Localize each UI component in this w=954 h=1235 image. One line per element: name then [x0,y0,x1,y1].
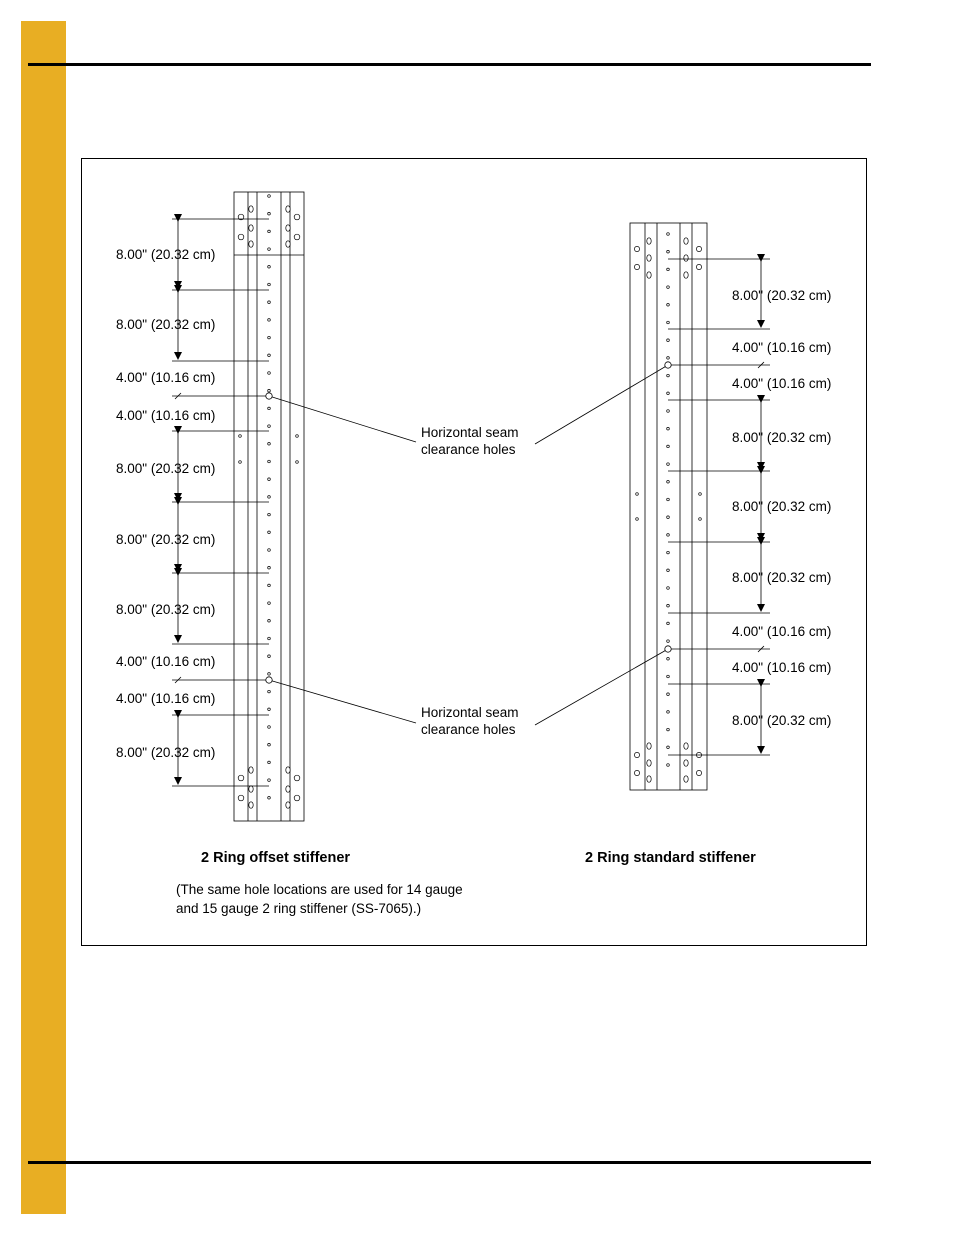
center-hole [667,534,670,537]
top-rule [28,63,871,66]
center-hole [268,425,271,428]
standard-dimension-label: 8.00" (20.32 cm) [732,570,832,585]
side-hole [636,493,639,496]
standard-dimension-label: 4.00" (10.16 cm) [732,660,832,675]
bolt-slot [684,272,688,278]
seam-callout-line2: clearance holes [421,442,516,457]
center-hole [268,779,271,782]
offset-stiffener [172,192,416,821]
bolt-hole [634,752,639,757]
center-hole [268,797,271,800]
center-hole [667,250,670,253]
center-hole [268,230,271,233]
center-hole [667,764,670,767]
center-hole [268,195,271,198]
center-hole [268,690,271,693]
center-hole [268,566,271,569]
center-hole [667,321,670,324]
offset-seam-clearance-hole [266,677,272,683]
bolt-slot [249,206,253,212]
center-hole [667,410,670,413]
bolt-slot [286,241,290,247]
center-hole [268,549,271,552]
side-color-bar [21,21,66,1214]
bolt-slot [647,272,651,278]
center-hole [667,304,670,307]
offset-dimension-label: 8.00" (20.32 cm) [116,461,216,476]
center-hole [667,604,670,607]
bolt-slot [647,238,651,244]
bolt-hole [294,234,300,240]
bolt-hole [634,770,639,775]
bolt-hole [696,246,701,251]
diagram-frame [81,158,867,946]
center-hole [667,445,670,448]
center-hole [268,478,271,481]
bolt-slot [684,760,688,766]
bolt-hole [294,795,300,801]
side-hole [699,518,702,521]
side-hole [636,518,639,521]
bolt-slot [286,767,290,773]
center-hole [667,746,670,749]
standard-dimension-label: 8.00" (20.32 cm) [732,499,832,514]
side-hole [699,493,702,496]
bolt-slot [286,786,290,792]
center-hole [667,339,670,342]
center-hole [667,268,670,271]
bottom-rule [28,1161,871,1164]
side-hole [296,435,299,438]
center-hole [268,531,271,534]
offset-dimension-label: 8.00" (20.32 cm) [116,532,216,547]
standard-hole-pattern [634,233,701,783]
center-hole [268,319,271,322]
center-hole [268,389,271,392]
bolt-slot [647,776,651,782]
bolt-slot [647,743,651,749]
bolt-hole [294,214,300,220]
center-hole [268,496,271,499]
standard-dimension-label: 8.00" (20.32 cm) [732,430,832,445]
center-hole [667,481,670,484]
bolt-slot [249,767,253,773]
center-hole [667,357,670,360]
offset-dimension-label: 8.00" (20.32 cm) [116,317,216,332]
bolt-slot [684,776,688,782]
center-hole [268,584,271,587]
center-hole [667,728,670,731]
center-hole [667,233,670,236]
bolt-slot [249,802,253,808]
center-hole [268,513,271,516]
standard-dimension-label: 8.00" (20.32 cm) [732,713,832,728]
seam-callout-line2: clearance holes [421,722,516,737]
center-hole [667,587,670,590]
center-hole [667,640,670,643]
standard-dimension-label: 8.00" (20.32 cm) [732,288,832,303]
center-hole [667,427,670,430]
center-hole [268,726,271,729]
center-hole [667,374,670,377]
offset-dimension-label: 8.00" (20.32 cm) [116,745,216,760]
bolt-slot [286,206,290,212]
offset-dimension-label: 4.00" (10.16 cm) [116,408,216,423]
center-hole [667,711,670,714]
bolt-slot [249,241,253,247]
center-hole [667,498,670,501]
seam-callout-line1: Horizontal seam [421,425,519,440]
bolt-slot [684,255,688,261]
bolt-slot [684,743,688,749]
standard-dimension-label: 4.00" (10.16 cm) [732,376,832,391]
center-hole [268,336,271,339]
bolt-hole [238,775,244,781]
center-hole [268,620,271,623]
bolt-hole [634,264,639,269]
standard-seam-clearance-hole [665,362,671,368]
center-hole [268,602,271,605]
center-hole [268,266,271,269]
standard-seam-leader-lower [535,649,668,725]
center-hole [268,212,271,215]
standard-dimension-label: 4.00" (10.16 cm) [732,624,832,639]
offset-seam-leader-lower [269,680,416,723]
offset-dimension-label: 4.00" (10.16 cm) [116,654,216,669]
side-hole [296,461,299,464]
bolt-slot [286,225,290,231]
bolt-slot [684,238,688,244]
side-hole [239,435,242,438]
center-hole [667,551,670,554]
center-hole [667,622,670,625]
offset-dimension-label: 4.00" (10.16 cm) [116,370,216,385]
stiffener-diagram [82,159,866,945]
bolt-hole [238,234,244,240]
center-hole [268,354,271,357]
center-hole [667,658,670,661]
bolt-hole [696,264,701,269]
offset-hole-pattern [238,195,300,809]
center-hole [268,407,271,410]
center-hole [268,283,271,286]
standard-dimension-label: 4.00" (10.16 cm) [732,340,832,355]
center-hole [268,761,271,764]
center-hole [268,673,271,676]
center-hole [268,248,271,251]
offset-note-line1: (The same hole locations are used for 14 gauge [176,882,463,897]
center-hole [268,743,271,746]
bolt-slot [286,802,290,808]
bolt-slot [647,760,651,766]
offset-stiffener-title: 2 Ring offset stiffener [201,850,351,866]
standard-stiffener-outline [630,223,707,790]
offset-dimension-label: 4.00" (10.16 cm) [116,691,216,706]
bolt-slot [647,255,651,261]
bolt-hole [238,795,244,801]
center-hole [667,463,670,466]
center-hole [268,708,271,711]
center-hole [667,286,670,289]
center-hole [268,443,271,446]
bolt-hole [634,246,639,251]
standard-stiffener-title: 2 Ring standard stiffener [585,850,756,866]
bolt-slot [249,786,253,792]
center-hole [268,637,271,640]
center-hole [268,301,271,304]
side-hole [239,461,242,464]
center-hole [667,675,670,678]
bolt-hole [294,775,300,781]
center-hole [667,693,670,696]
offset-note-line2: and 15 gauge 2 ring stiffener (SS-7065).) [176,901,422,916]
standard-seam-clearance-hole [665,646,671,652]
bolt-hole [696,770,701,775]
center-hole [667,569,670,572]
standard-seam-leader-upper [535,365,668,444]
bolt-slot [249,225,253,231]
offset-dimension-label: 8.00" (20.32 cm) [116,247,216,262]
center-hole [667,516,670,519]
offset-seam-leader-upper [269,396,416,442]
seam-callout-line1: Horizontal seam [421,705,519,720]
center-hole [268,372,271,375]
offset-dimension-label: 8.00" (20.32 cm) [116,602,216,617]
center-hole [667,392,670,395]
center-hole [268,460,271,463]
offset-seam-clearance-hole [266,393,272,399]
center-hole [268,655,271,658]
